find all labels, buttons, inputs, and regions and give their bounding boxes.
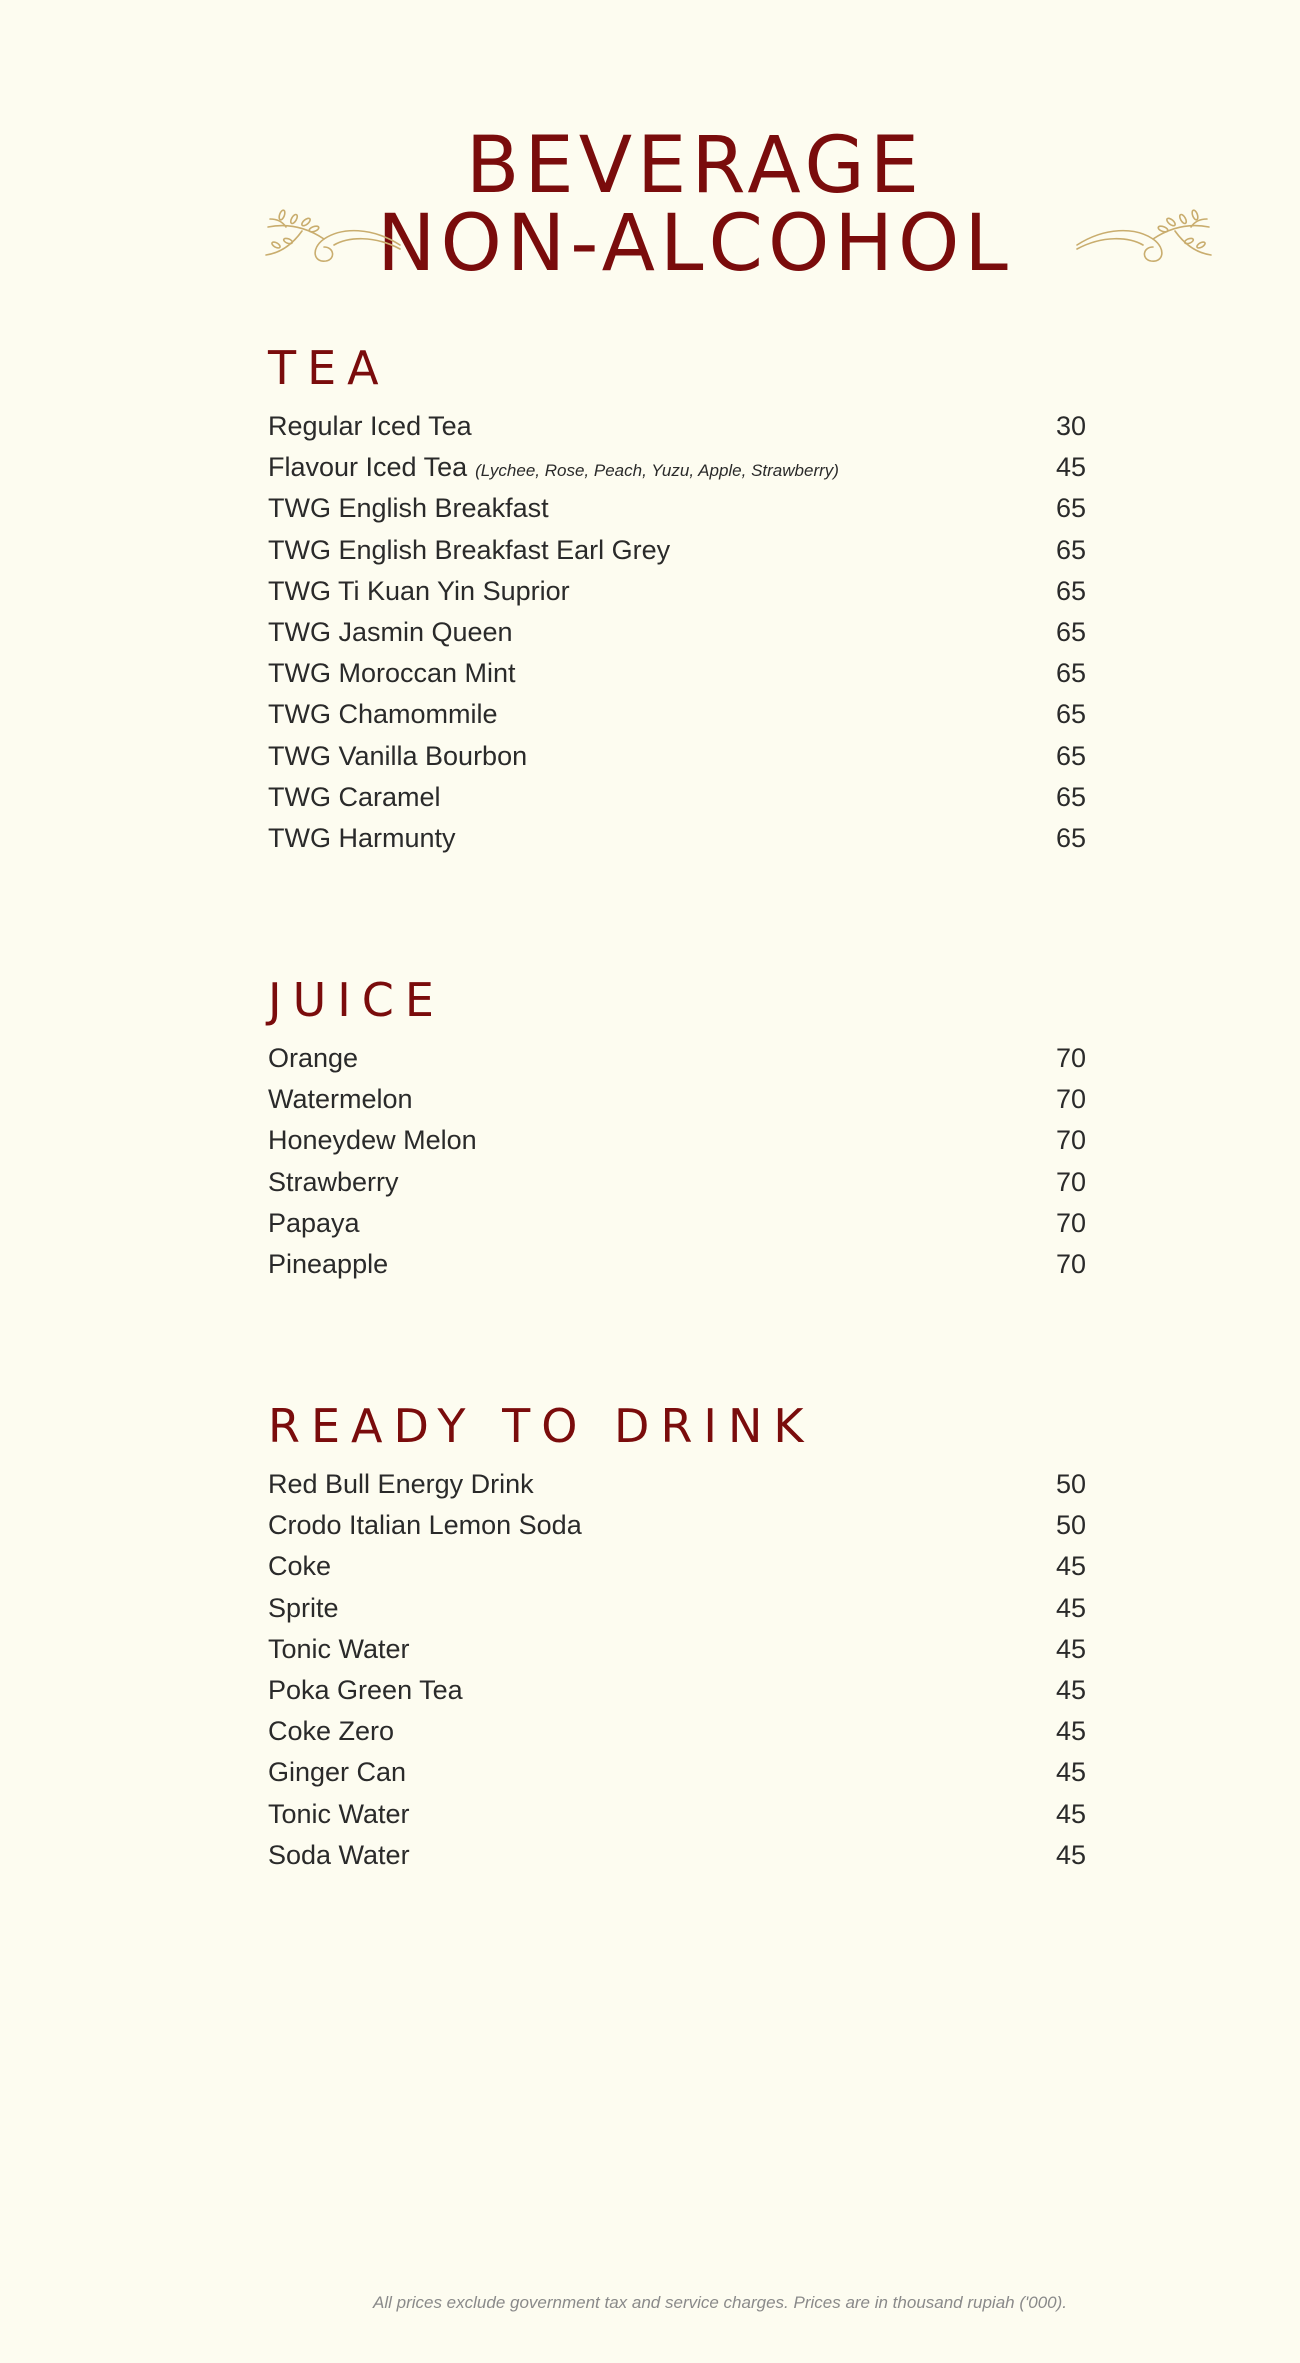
item-name: Watermelon [268, 1084, 413, 1115]
list-item [268, 1244, 1086, 1285]
item-price: 65 [1055, 575, 1086, 606]
list-item [268, 1505, 1086, 1546]
item-name: Coke [268, 1551, 332, 1582]
item-name: Soda Water [268, 1839, 410, 1870]
price-footnote: All prices exclude government tax and service charges. Prices are in thousand rupiah ('000). [373, 2293, 1067, 2312]
item-name: Sprite [268, 1592, 339, 1623]
item-price: 30 [1055, 411, 1086, 441]
item-price: 70 [1055, 1248, 1086, 1279]
list-item [268, 694, 1086, 735]
item-price: 70 [1055, 1166, 1086, 1197]
item-price: 45 [1055, 452, 1086, 483]
list-item [268, 1079, 1086, 1120]
item-name: Ginger Can [268, 1757, 407, 1788]
item-name: Red Bull Energy Drink [268, 1469, 534, 1499]
item-name: TWG Moroccan Mint [268, 658, 516, 689]
item-price: 45 [1055, 1757, 1086, 1788]
item-price: 65 [1055, 616, 1086, 647]
item-price: 65 [1055, 658, 1086, 689]
list-item [268, 1752, 1086, 1793]
item-name: TWG English Breakfast Earl Grey [268, 534, 671, 565]
list-item [268, 1546, 1086, 1587]
section-tea [268, 338, 1086, 859]
item-list [268, 1464, 1086, 1876]
title-line-non-alcohol: NON-ALCOHOL [377, 199, 1013, 289]
item-price: 50 [1055, 1510, 1086, 1541]
item-name-with-note [268, 447, 839, 491]
item-name: Tonic Water [268, 1798, 410, 1829]
item-list [268, 406, 1086, 859]
item-price: 65 [1055, 699, 1086, 730]
list-item [268, 1038, 1086, 1079]
item-name: Coke Zero [268, 1716, 395, 1747]
section-juice [268, 970, 1086, 1285]
item-note: (Lychee, Rose, Peach, Yuzu, Apple, Strawberry) [475, 461, 839, 481]
item-price: 45 [1055, 1674, 1086, 1705]
list-item [268, 1629, 1086, 1670]
list-item [268, 818, 1086, 859]
list-item [268, 653, 1086, 694]
item-price: 70 [1055, 1084, 1086, 1115]
list-item [268, 1588, 1086, 1629]
section-heading: TEA [268, 341, 390, 395]
section-ready-to-drink [268, 1396, 1086, 1876]
item-name: TWG Chamommile [268, 699, 498, 730]
item-price: 45 [1055, 1633, 1086, 1664]
list-item [268, 1464, 1086, 1505]
list-item [268, 530, 1086, 571]
item-name: Orange [268, 1043, 359, 1073]
item-name: TWG Ti Kuan Yin Suprior [268, 575, 570, 606]
leaf-flourish-icon [1075, 205, 1215, 275]
item-price: 70 [1055, 1207, 1086, 1238]
list-item [268, 1835, 1086, 1876]
item-name: TWG Jasmin Queen [268, 616, 513, 647]
list-item [268, 447, 1086, 488]
list-item [268, 1670, 1086, 1711]
list-item [268, 571, 1086, 612]
leaf-flourish-icon [262, 205, 402, 275]
item-price: 50 [1055, 1469, 1086, 1499]
item-price: 70 [1055, 1043, 1086, 1073]
item-price: 65 [1055, 493, 1086, 524]
item-name: TWG English Breakfast [268, 493, 549, 524]
item-name: Honeydew Melon [268, 1125, 477, 1156]
list-item [268, 1711, 1086, 1752]
item-price: 45 [1055, 1839, 1086, 1870]
item-name: Pineapple [268, 1248, 389, 1279]
item-name: TWG Caramel [268, 781, 441, 812]
item-name: TWG Harmunty [268, 822, 456, 853]
item-name: TWG Vanilla Bourbon [268, 740, 528, 771]
list-item [268, 1162, 1086, 1203]
item-price: 65 [1055, 740, 1086, 771]
item-price: 70 [1055, 1125, 1086, 1156]
item-list [268, 1038, 1086, 1285]
list-item [268, 736, 1086, 777]
section-heading: JUICE [268, 973, 445, 1027]
item-name: Crodo Italian Lemon Soda [268, 1510, 582, 1541]
item-name: Poka Green Tea [268, 1674, 463, 1705]
item-price: 45 [1055, 1551, 1086, 1582]
item-price: 45 [1055, 1798, 1086, 1829]
item-name: Papaya [268, 1207, 360, 1238]
list-item [268, 777, 1086, 818]
item-name: Regular Iced Tea [268, 411, 472, 441]
list-item [268, 1120, 1086, 1161]
section-heading: READY TO DRINK [268, 1399, 815, 1453]
item-price: 65 [1055, 781, 1086, 812]
title-line-beverage: BEVERAGE [465, 121, 925, 211]
list-item [268, 488, 1086, 529]
list-item [268, 1794, 1086, 1835]
item-price: 65 [1055, 534, 1086, 565]
item-price: 45 [1055, 1716, 1086, 1747]
item-name: Tonic Water [268, 1633, 410, 1664]
item-price: 65 [1055, 822, 1086, 853]
list-item [268, 612, 1086, 653]
list-item [268, 1203, 1086, 1244]
item-name: Strawberry [268, 1166, 399, 1197]
list-item [268, 406, 1086, 447]
item-name: Flavour Iced Tea [268, 452, 468, 483]
item-price: 45 [1055, 1592, 1086, 1623]
